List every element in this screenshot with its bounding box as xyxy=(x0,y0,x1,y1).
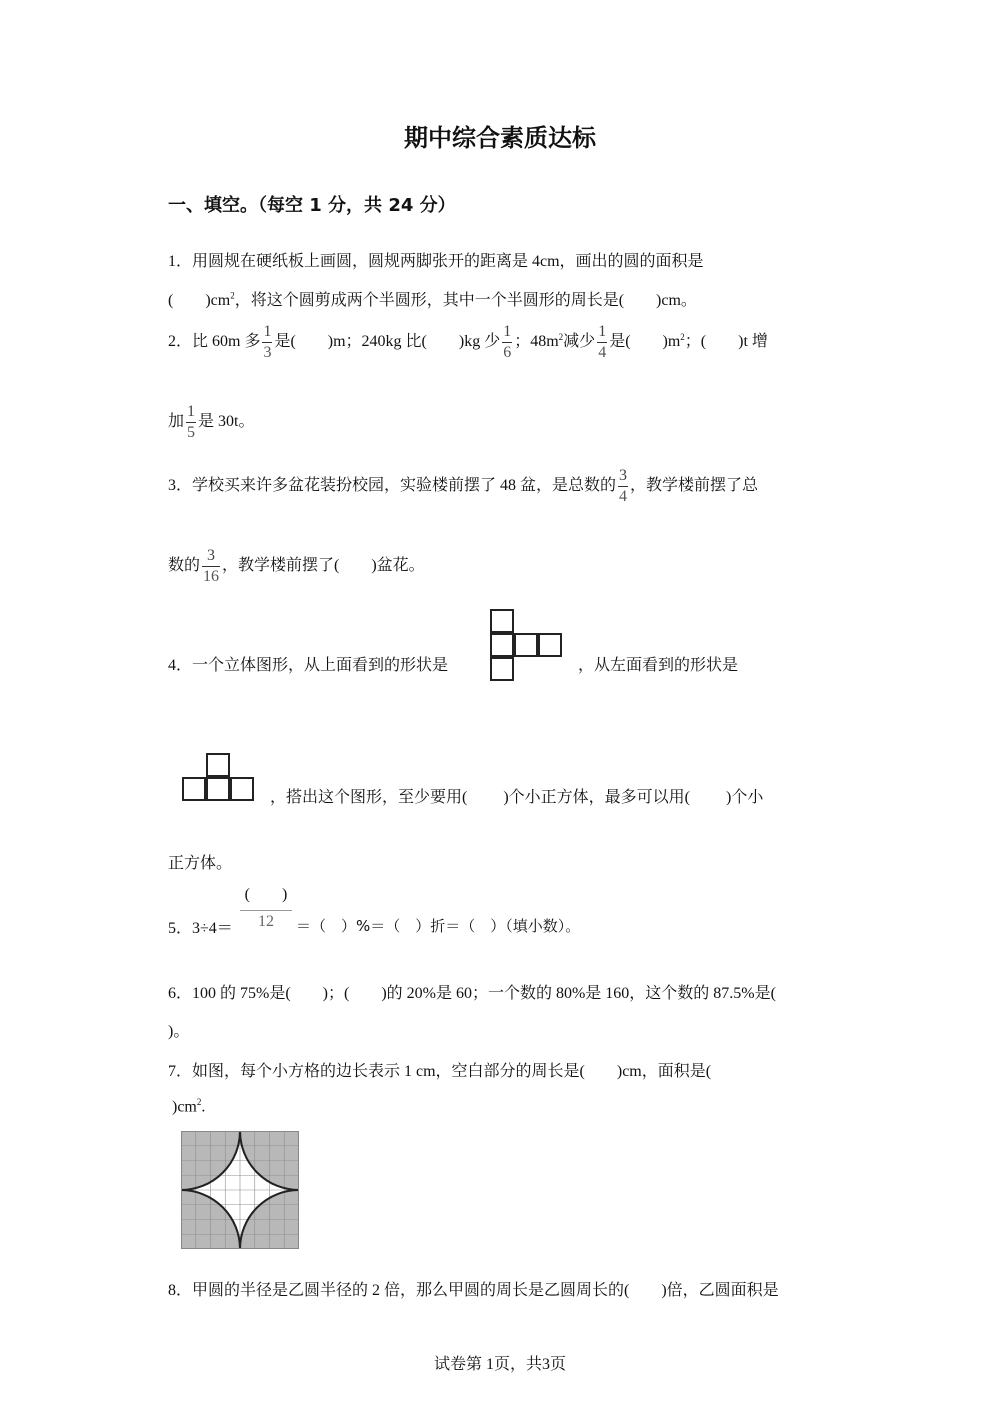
section-heading: 一、填空。（每空 1 分，共 24 分） xyxy=(168,195,456,216)
page-title: 期中综合素质达标 xyxy=(404,124,596,152)
fraction-1-5 xyxy=(186,402,196,443)
question-4-line-1-left: 4．一个立体图形，从上面看到的形状是 xyxy=(168,657,449,674)
q7-text: )cm xyxy=(172,1098,197,1116)
q2-text: ；( )t 增 xyxy=(684,333,768,351)
q3-text: 3．学校买来许多盆花装扮校园，实验楼前摆了 48 盆，是总数的 xyxy=(168,477,617,495)
question-2-line-2 xyxy=(168,402,254,443)
fraction-1-4 xyxy=(597,322,607,363)
fraction-3-4 xyxy=(618,466,628,507)
question-4-line-3: 正方体。 xyxy=(168,855,233,872)
numerator: 1 xyxy=(598,323,607,340)
q3-text: ，教学楼前摆了总 xyxy=(630,477,759,495)
grid-cell xyxy=(538,633,562,657)
denominator: 4 xyxy=(619,488,628,505)
q2-text: 是( )m xyxy=(609,333,681,351)
grid-cell xyxy=(206,753,230,777)
q7-text: . xyxy=(201,1098,206,1116)
question-1-line-2 xyxy=(168,287,697,310)
left-view-figure xyxy=(182,753,258,803)
question-5-rest: ＝（ ）%＝（ ）折＝（ ）（填小数）。 xyxy=(296,917,581,935)
question-6-line-2: )。 xyxy=(168,1023,190,1040)
numerator: 1 xyxy=(503,323,512,340)
top-view-figure xyxy=(490,609,566,685)
denominator: 5 xyxy=(187,424,196,441)
question-8-line-1: 8．甲圆的半径是乙圆半径的 2 倍，那么甲圆的周长是乙圆周长的( )倍，乙圆面积是 xyxy=(168,1282,779,1299)
fraction-3-16 xyxy=(202,546,220,587)
fraction-blank-12 xyxy=(240,884,292,933)
superscript-2: 2 xyxy=(558,331,564,342)
q2-text: 减少 xyxy=(563,333,596,351)
question-5-prefix: 5．3÷4＝ xyxy=(168,920,233,937)
shaded-grid-figure xyxy=(181,1131,299,1249)
numerator: ( ) xyxy=(244,886,288,903)
q3-text: ，教学楼前摆了( )盆花。 xyxy=(222,557,425,575)
q2-text: 加 xyxy=(168,413,185,431)
numerator: 1 xyxy=(187,403,196,420)
fraction-1-6 xyxy=(502,322,512,363)
denominator: 6 xyxy=(503,344,512,361)
question-3-line-2 xyxy=(168,546,425,587)
q1-text-rest: ，将这个圆剪成两个半圆形，其中一个半圆形的周长是( )cm。 xyxy=(234,292,697,309)
grid-cell xyxy=(182,777,206,801)
denominator: 12 xyxy=(240,910,292,933)
superscript-2: 2 xyxy=(680,331,685,342)
question-4-line-1-right: ，从左面看到的形状是 xyxy=(578,657,739,674)
superscript-2: 2 xyxy=(196,1097,202,1107)
question-6-line-1: 6．100 的 75%是( )；( )的 20%是 60；一个数的 80%是 160，这个数的 87.5%是( xyxy=(168,985,776,1002)
page-footer: 试卷第 1页，共3页 xyxy=(433,1356,566,1373)
fraction-1-3 xyxy=(262,322,272,363)
grid-cell xyxy=(490,609,514,633)
grid-cell xyxy=(514,633,538,657)
q2-text: 2．比 60m 多 xyxy=(168,333,261,351)
question-7-line-1: 7．如图，每个小方格的边长表示 1 cm，空白部分的周长是( )cm，面积是( xyxy=(168,1063,712,1080)
q1-blank-area: ( )cm xyxy=(168,292,231,309)
denominator: 3 xyxy=(263,344,272,361)
q2-text: 是( )m；240kg 比( )kg 少 xyxy=(274,333,501,351)
q3-text: 数的 xyxy=(168,557,201,575)
numerator: 3 xyxy=(619,467,628,484)
denominator: 4 xyxy=(598,344,607,361)
q2-text: 是 30t。 xyxy=(198,413,255,431)
grid-cell xyxy=(490,657,514,681)
question-1-line-1: 1．用圆规在硬纸板上画圆，圆规两脚张开的距离是 4cm，画出的圆的面积是 xyxy=(168,253,704,270)
q2-text: ；48m xyxy=(514,333,559,351)
question-2-line-1 xyxy=(168,322,768,363)
numerator: 1 xyxy=(263,323,272,340)
grid-cell xyxy=(206,777,230,801)
numerator: 3 xyxy=(207,547,216,564)
superscript-2: 2 xyxy=(230,290,235,301)
grid-cell xyxy=(230,777,254,801)
denominator: 16 xyxy=(203,568,220,585)
grid-cell xyxy=(490,633,514,657)
question-3-line-1 xyxy=(168,466,758,507)
question-4-line-2: ，搭出这个图形，至少要用( )个小正方体，最多可以用( )个小 xyxy=(270,789,764,806)
question-7-line-2 xyxy=(172,1097,205,1116)
